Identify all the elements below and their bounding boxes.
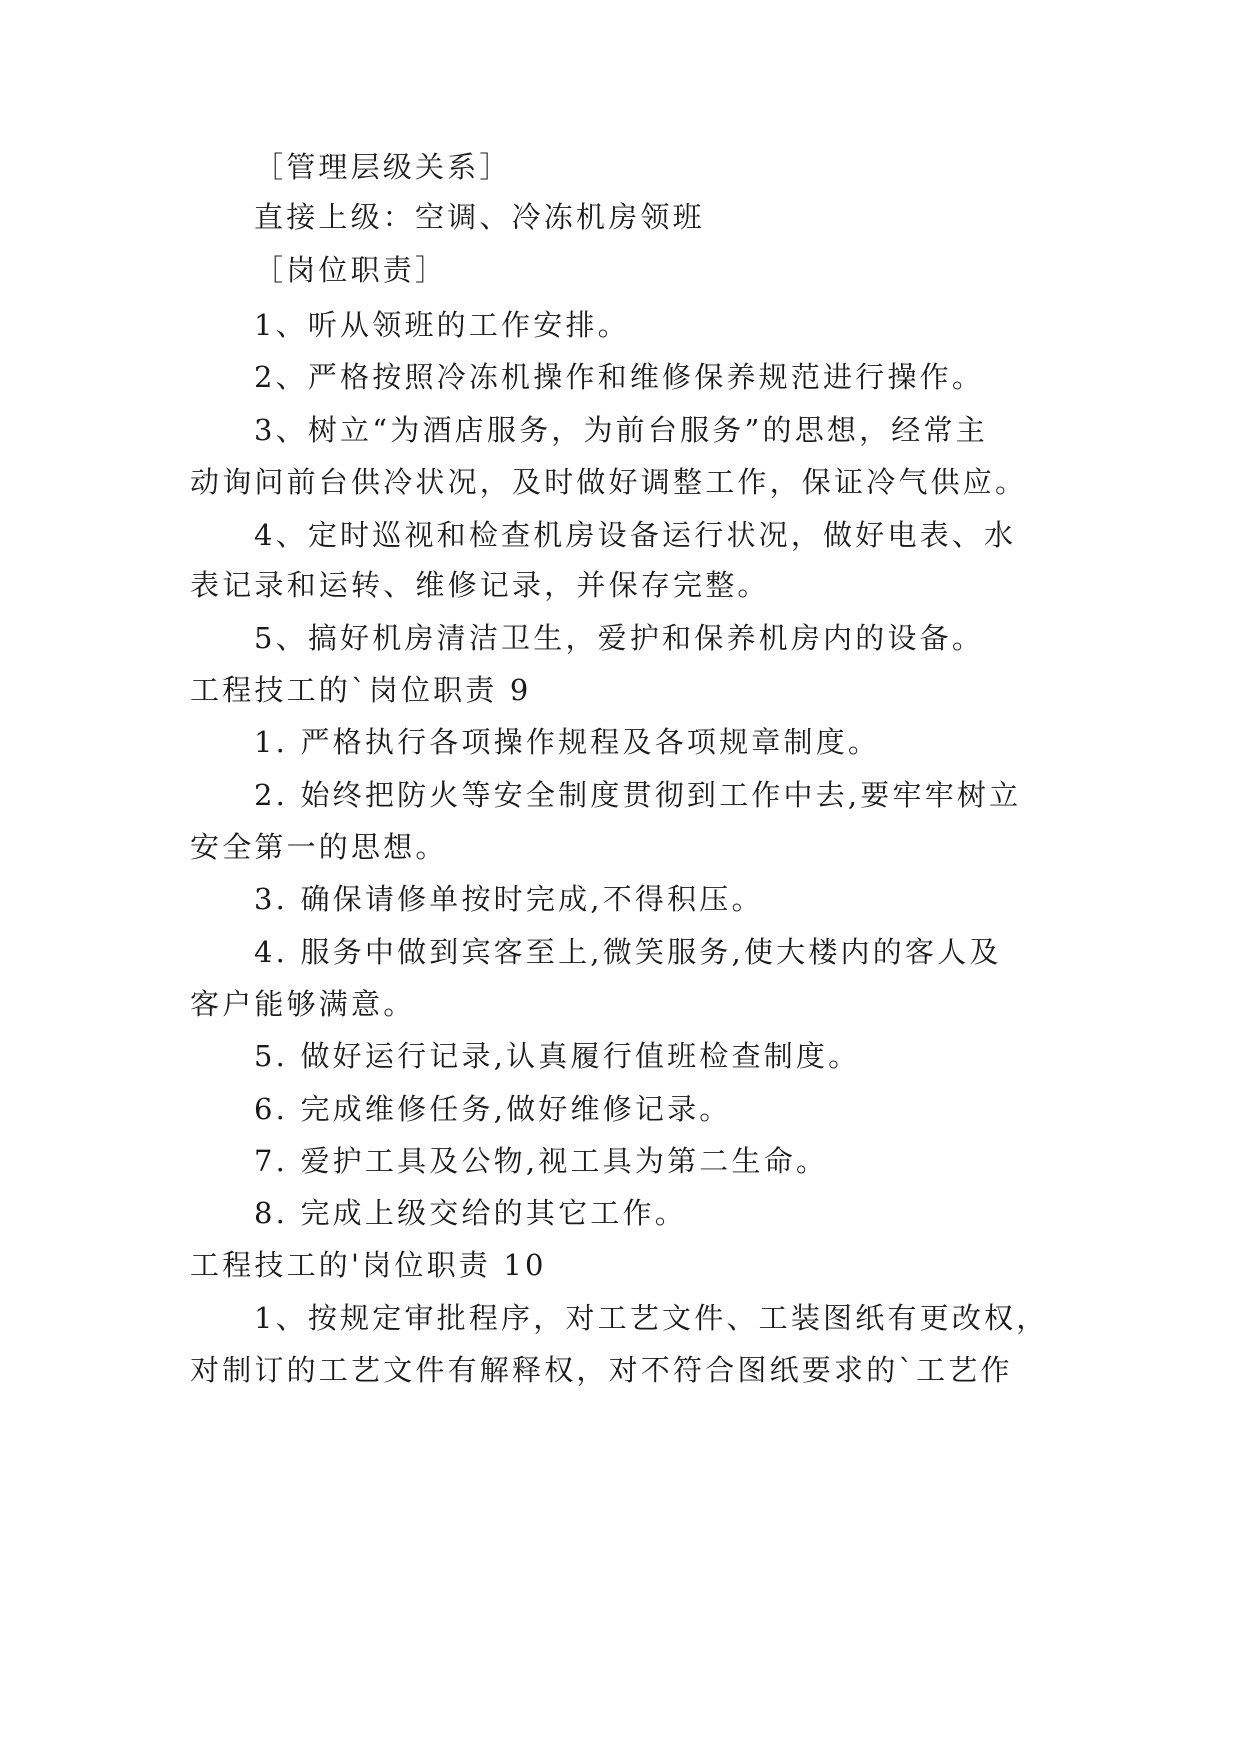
duty-item-2: 2、严格按照冷冻机操作和维修保养规范进行操作。 — [254, 360, 985, 394]
duty-item-3-line-2: 动询问前台供冷状况，及时做好调整工作，保证冷气供应。 — [190, 465, 1028, 499]
duty-9-item-4-line-2: 客户能够满意。 — [190, 987, 416, 1021]
duty-item-3-line-1: 3、树立“为酒店服务，为前台服务”的思想，经常主 — [254, 413, 988, 447]
duty-10-item-1-line-1: 1、按规定审批程序，对工艺文件、工装图纸有更改权， — [254, 1301, 1049, 1335]
duty-9-item-6: 6. 完成维修任务,做好维修记录。 — [254, 1092, 732, 1126]
duty-9-item-2-line-2: 安全第一的思想。 — [190, 830, 448, 864]
direct-superior-line: 直接上级：空调、冷冻机房领班 — [254, 200, 705, 234]
duty-item-1: 1、听从领班的工作安排。 — [254, 308, 630, 342]
duty-10-item-1-line-2: 对制订的工艺文件有解释权，对不符合图纸要求的`工艺作 — [190, 1353, 1013, 1387]
duty-9-item-4-line-1: 4. 服务中做到宾客至上,微笑服务,使大楼内的客人及 — [254, 935, 1002, 969]
duty-item-4-line-1: 4、定时巡视和检查机房设备运行状况，做好电表、水 — [254, 518, 1017, 552]
duty-item-4-line-2: 表记录和运转、维修记录，并保存完整。 — [190, 568, 770, 602]
duty-9-item-1: 1. 严格执行各项操作规程及各项规章制度。 — [254, 725, 881, 759]
duty-9-item-7: 7. 爱护工具及公物,视工具为第二生命。 — [254, 1144, 829, 1178]
section-heading-management-level: ［管理层级关系］ — [254, 150, 512, 184]
section-title-9: 工程技工的`岗位职责 9 — [190, 673, 532, 707]
duty-9-item-3: 3. 确保请修单按时完成,不得积压。 — [254, 882, 764, 916]
section-title-10: 工程技工的'岗位职责 10 — [190, 1248, 547, 1282]
duty-9-item-8: 8. 完成上级交给的其它工作。 — [254, 1196, 687, 1230]
section-heading-duties: ［岗位职责］ — [254, 253, 448, 287]
duty-item-5: 5、搞好机房清洁卫生，爱护和保养机房内的设备。 — [254, 621, 985, 655]
duty-9-item-5: 5. 做好运行记录,认真履行值班检查制度。 — [254, 1039, 861, 1073]
duty-9-item-2-line-1: 2. 始终把防火等安全制度贯彻到工作中去,要牢牢树立 — [254, 778, 1022, 812]
